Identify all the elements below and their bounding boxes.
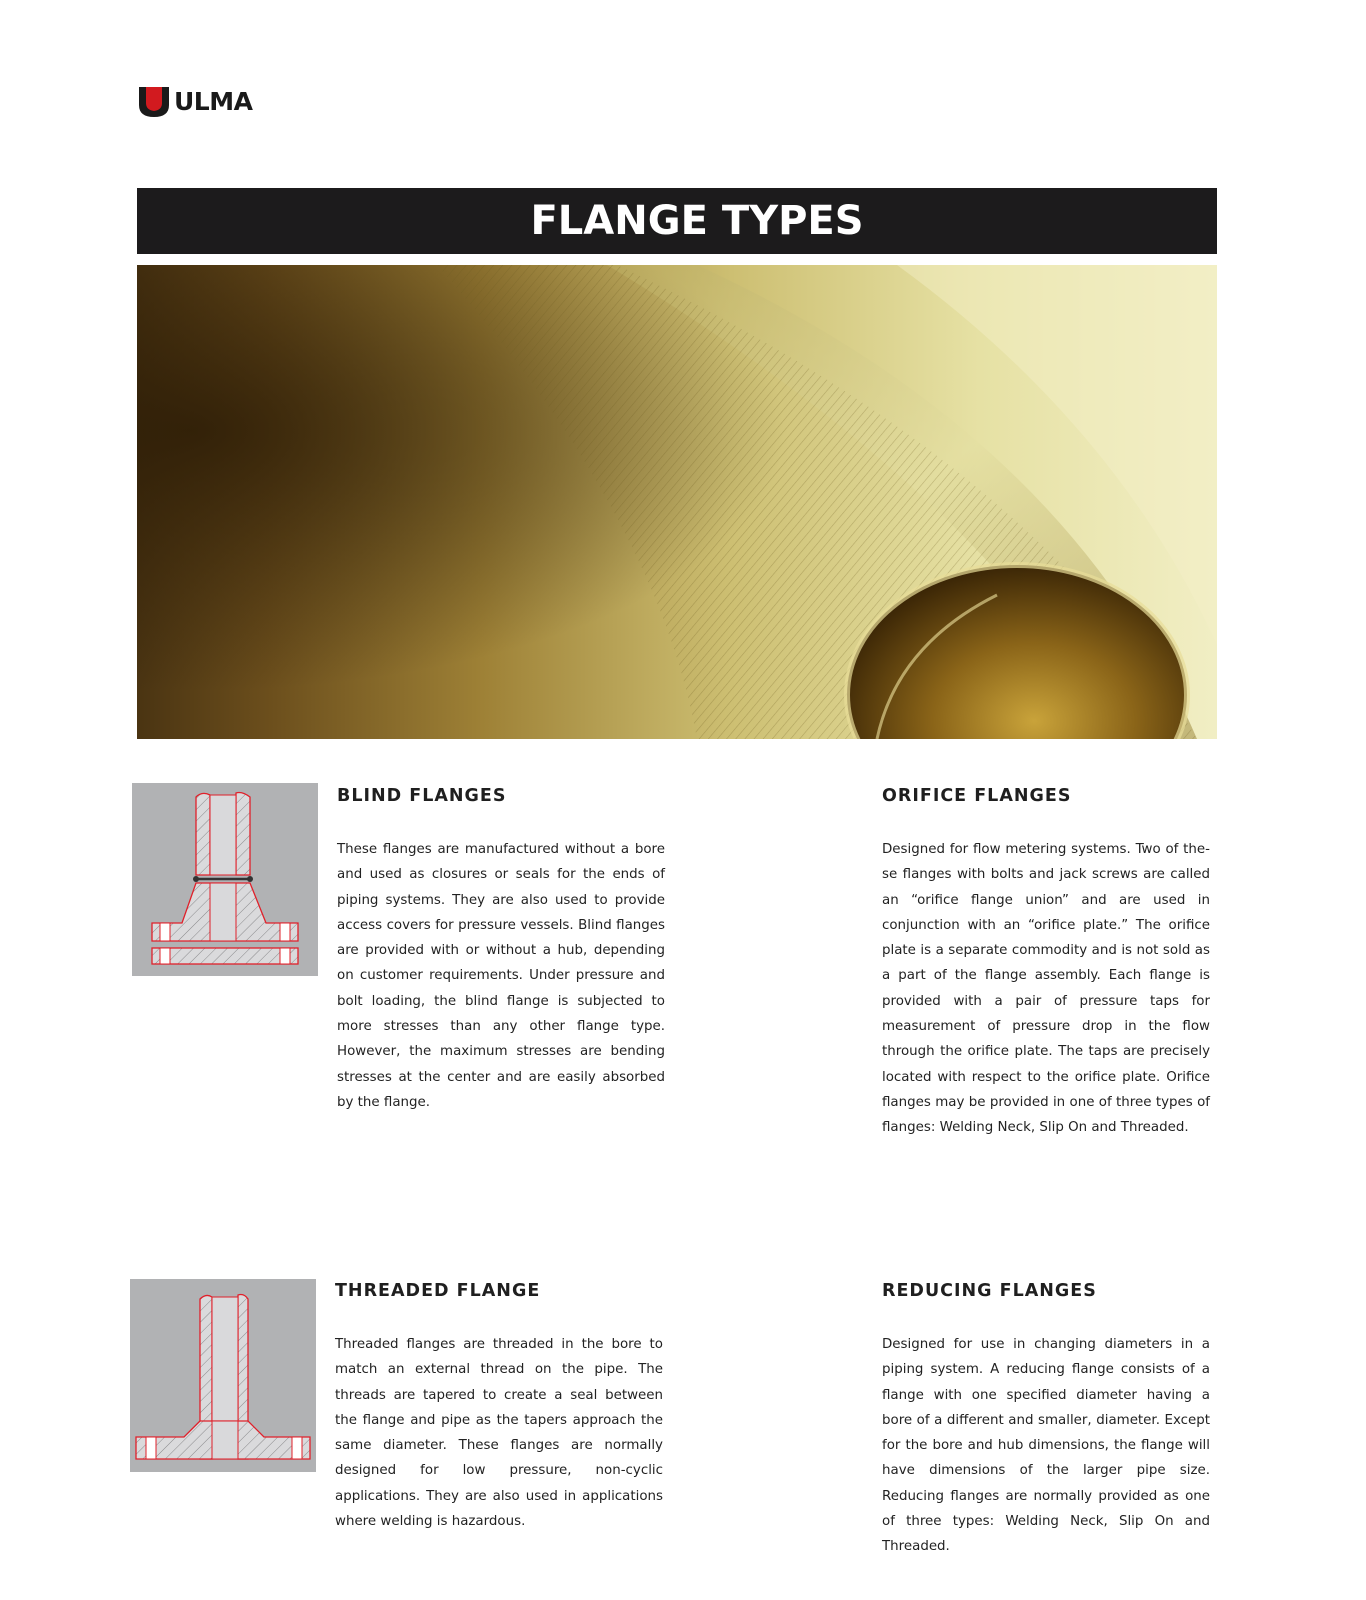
hero-image	[137, 265, 1217, 739]
section-heading: THREADED FLANGE	[335, 1281, 541, 1301]
section-heading: REDUCING FLANGES	[882, 1281, 1097, 1301]
threaded-flange-cross-section-icon	[130, 1279, 316, 1472]
blind-flange-cross-section-icon	[132, 783, 318, 976]
section-body: These flanges are manufactured without a bore and used as closures or seals for the ends of piping systems. They are also used to provide access covers for pressure vessels. Blind flanges are provided with or without a hub, depending on customer requirements. Under pressure and bolt loading, the blind flange is subjected to more stresses than any other flange type. However, the maximum stresses are bending stresses at the center and are easily absorbed by the flange.	[337, 842, 665, 1110]
section-body: Designed for flow metering systems. Two of these flanges with bolts and jack screws are called an “orifice flange union” and are used in conjunction with an “orifice plate.” The orifice plate is a separate commodity and is not sold as a part of the flange assembly. Each flange is provided with a pair of pressure taps for measurement of pressure drop in the flow through the orifice plate. The taps are precisely located with respect to the orifice plate. Orifice flanges may be provided in one of three types of flanges: Welding Neck, Slip On and Threaded.	[882, 842, 1210, 1136]
section-heading: ORIFICE FLANGES	[882, 786, 1072, 806]
section-reducing-flanges	[882, 1280, 1210, 1560]
blind-flange-diagram	[132, 783, 318, 976]
section-heading: BLIND FLANGES	[337, 786, 507, 806]
page-title-bar	[137, 188, 1217, 254]
section-body: Threaded flanges are threaded in the bore to match an external thread on the pipe. The threads are tapered to create a seal between the flange and pipe as the tapers approach the same diameter. These flanges are normally designed for low pressure, non-cyclic applications. They are also used in applications where welding is hazardous.	[335, 1337, 663, 1530]
brand-logo	[138, 86, 252, 118]
page-title: FLANGE TYPES	[530, 198, 864, 244]
section-orifice-flanges	[882, 785, 1210, 1141]
section-threaded-flange	[335, 1280, 663, 1534]
section-body: Designed for use in changing diameters in a piping system. A reducing flange consists of a flange with one specified diameter having a bore of a different and smaller, diameter. Except for the bore and hub dimensions, the flange will have dimensions of the larger pipe size. Reducing flanges are normally provided as one of three types: Welding Neck, Slip On and Threaded.	[882, 1337, 1210, 1555]
section-blind-flanges	[337, 785, 665, 1115]
brand-name: ULMA	[174, 87, 253, 116]
threaded-flange-diagram	[130, 1279, 316, 1472]
ulma-logo-icon	[138, 86, 170, 118]
flange-closeup-photo	[137, 265, 1217, 739]
